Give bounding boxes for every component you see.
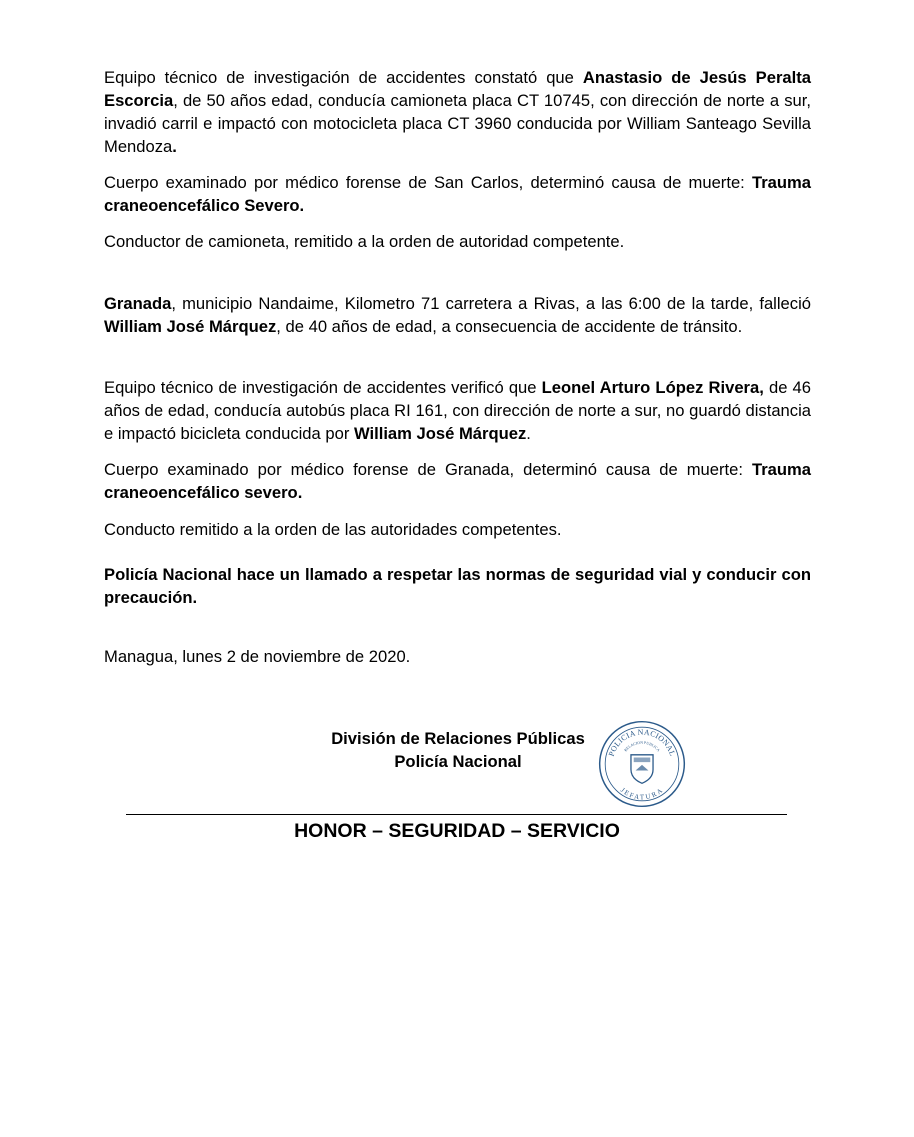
text: , municipio Nandaime, Kilometro 71 carretera a Rivas, a las 6:00 de la tarde, falleció xyxy=(171,294,811,313)
text: Cuerpo examinado por médico forense de San Carlos, determinó causa de muerte: xyxy=(104,173,752,192)
shield-triangle-icon xyxy=(636,765,649,771)
text: Conducto remitido a la orden de las autoridades competentes. xyxy=(104,520,562,539)
driver-name: Anastasio de Jesús Peralta Escorcia xyxy=(104,68,811,110)
shield-band-icon xyxy=(634,758,651,763)
text: . xyxy=(526,424,531,443)
text: Conductor de camioneta, remitido a la orden de autoridad competente. xyxy=(104,232,625,251)
period: . xyxy=(172,137,177,156)
footer-motto: HONOR – SEGURIDAD – SERVICIO xyxy=(294,820,620,842)
text: Equipo técnico de investigación de accidentes constató que xyxy=(104,68,583,87)
signature-division: División de Relaciones Públicas xyxy=(331,729,585,748)
location: Granada xyxy=(104,294,172,313)
paragraph-investigation-2 xyxy=(104,376,811,445)
cause-of-death: Trauma craneoencefálico Severo. xyxy=(104,173,811,215)
paragraph-granada-incident xyxy=(104,292,811,338)
seal-top-text: POLICIA NACIONAL xyxy=(606,727,678,758)
victim-name: William José Márquez xyxy=(353,424,527,443)
text: , de 50 años edad, conducía camioneta placa CT 10745, con dirección de norte a sur, invadió carril e impactó con motocicleta placa CT 3960 conducida por William Santeago Sevilla Mendoza xyxy=(104,91,811,156)
paragraph-police-call xyxy=(104,563,811,609)
text: , de 40 años de edad, a consecuencia de accidente de tránsito. xyxy=(276,317,743,336)
text: de 46 años de edad, conducía autobús placa RI 161, con dirección de norte a sur, no guardó distancia e impactó bicicleta conducida por xyxy=(104,378,811,443)
footer-divider xyxy=(126,814,787,815)
text: Equipo técnico de investigación de accidentes verificó que xyxy=(104,378,542,397)
paragraph-investigation-1 xyxy=(104,66,811,158)
paragraph-forensic-1 xyxy=(104,171,811,217)
police-call-text: Policía Nacional hace un llamado a respetar las normas de seguridad vial y conducir con precaución. xyxy=(104,565,811,607)
police-seal xyxy=(596,718,688,810)
driver-name: Leonel Arturo López Rivera, xyxy=(541,378,764,397)
paragraph-driver-remitted-2 xyxy=(104,518,811,541)
seal-bottom-text: JEFATURA xyxy=(619,786,665,802)
victim-name: William José Márquez xyxy=(104,317,277,336)
cause-of-death: Trauma craneoencefálico severo. xyxy=(104,460,811,502)
dateline: Managua, lunes 2 de noviembre de 2020. xyxy=(104,647,411,666)
text: Cuerpo examinado por médico forense de Granada, determinó causa de muerte: xyxy=(104,460,752,479)
paragraph-forensic-2 xyxy=(104,458,811,504)
seal-inner-text: RELACION PUBLICA xyxy=(623,740,661,753)
paragraph-driver-remitted-1 xyxy=(104,230,811,253)
signature-institution: Policía Nacional xyxy=(394,752,522,771)
